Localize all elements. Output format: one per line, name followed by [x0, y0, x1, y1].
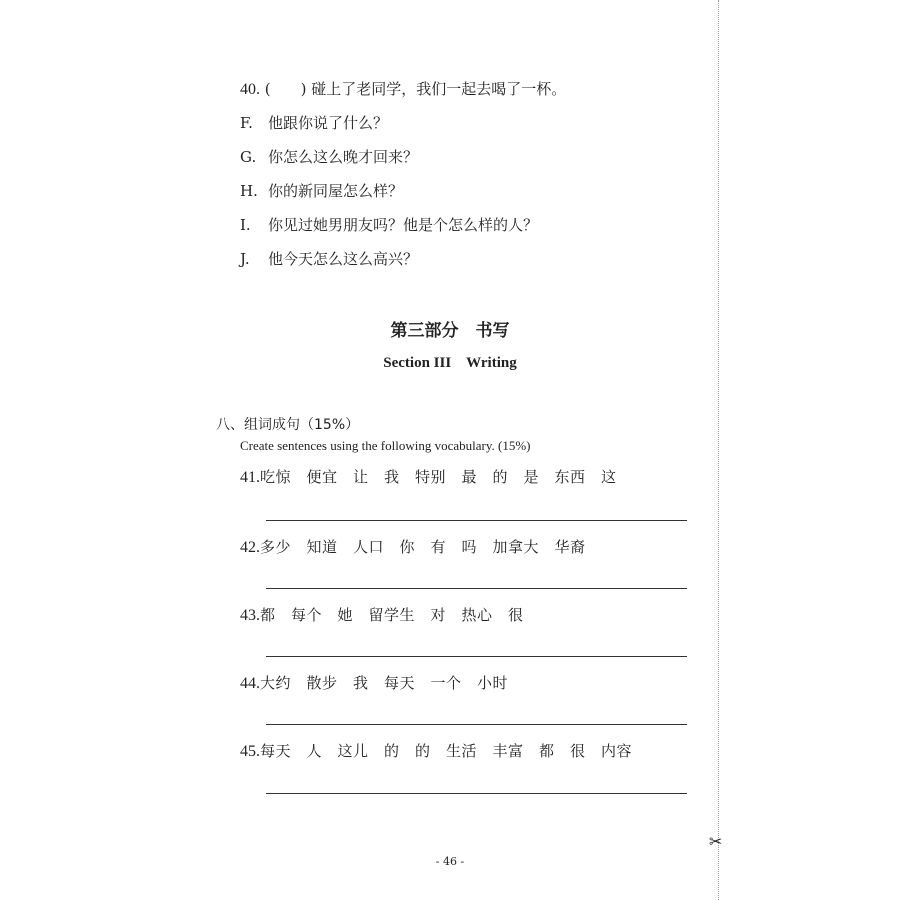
- question-41: [240, 466, 617, 487]
- option-i: [240, 214, 538, 235]
- question-42: [240, 536, 586, 557]
- answer-line[interactable]: [266, 588, 687, 589]
- answer-line[interactable]: [266, 793, 687, 794]
- part-instruction: Create sentences using the following vocabulary. (15%): [240, 438, 531, 453]
- option-text: 你的新同屋怎么样？: [268, 182, 404, 200]
- question-words: 每天 人 这儿 的 的 生活 丰富 都 很 内容: [260, 742, 633, 760]
- option-text: 他跟你说了什么？: [268, 114, 389, 132]
- answer-line[interactable]: [266, 656, 687, 657]
- option-g: [240, 146, 418, 167]
- question-text: 碰上了老同学，我们一起去喝了一杯。: [311, 80, 567, 98]
- option-h: [240, 180, 403, 201]
- question-number: 44.: [240, 675, 260, 692]
- question-words: 多少 知道 人口 你 有 吗 加拿大 华裔: [260, 538, 586, 556]
- option-j: [240, 248, 418, 269]
- option-text: 你见过她男朋友吗？他是个怎么样的人？: [268, 216, 539, 234]
- question-number: 45.: [240, 743, 260, 760]
- option-letter: H.: [240, 182, 258, 200]
- question-40: [240, 78, 566, 99]
- option-letter: I.: [240, 216, 251, 234]
- question-words: 大约 散步 我 每天 一个 小时: [260, 674, 509, 692]
- question-words: 吃惊 便宜 让 我 特别 最 的 是 东西 这: [260, 468, 617, 486]
- option-letter: F.: [240, 114, 253, 132]
- question-number: 42.: [240, 539, 260, 556]
- section-title-cn: 第三部分 书写: [390, 321, 510, 341]
- answer-line[interactable]: [266, 520, 687, 521]
- answer-line[interactable]: [266, 724, 687, 725]
- cut-line: [718, 0, 719, 900]
- option-letter: J.: [240, 250, 250, 268]
- page-number: - 46 -: [435, 855, 465, 868]
- option-f: [240, 112, 388, 133]
- question-words: 都 每个 她 留学生 对 热心 很: [260, 606, 524, 624]
- answer-blank: ( ): [264, 80, 307, 98]
- scissors-icon: ✂: [709, 832, 723, 851]
- question-number: 43.: [240, 607, 260, 624]
- option-letter: G.: [240, 148, 257, 166]
- question-number: 41.: [240, 469, 260, 486]
- question-43: [240, 604, 524, 625]
- question-44: [240, 672, 508, 693]
- section-title-en: Section III Writing: [383, 355, 517, 371]
- option-text: 他今天怎么这么高兴？: [268, 250, 419, 268]
- question-45: [240, 740, 632, 761]
- question-number: 40.: [240, 81, 260, 98]
- part-heading: 八、组词成句（15%）: [216, 417, 360, 433]
- option-text: 你怎么这么晚才回来？: [268, 148, 419, 166]
